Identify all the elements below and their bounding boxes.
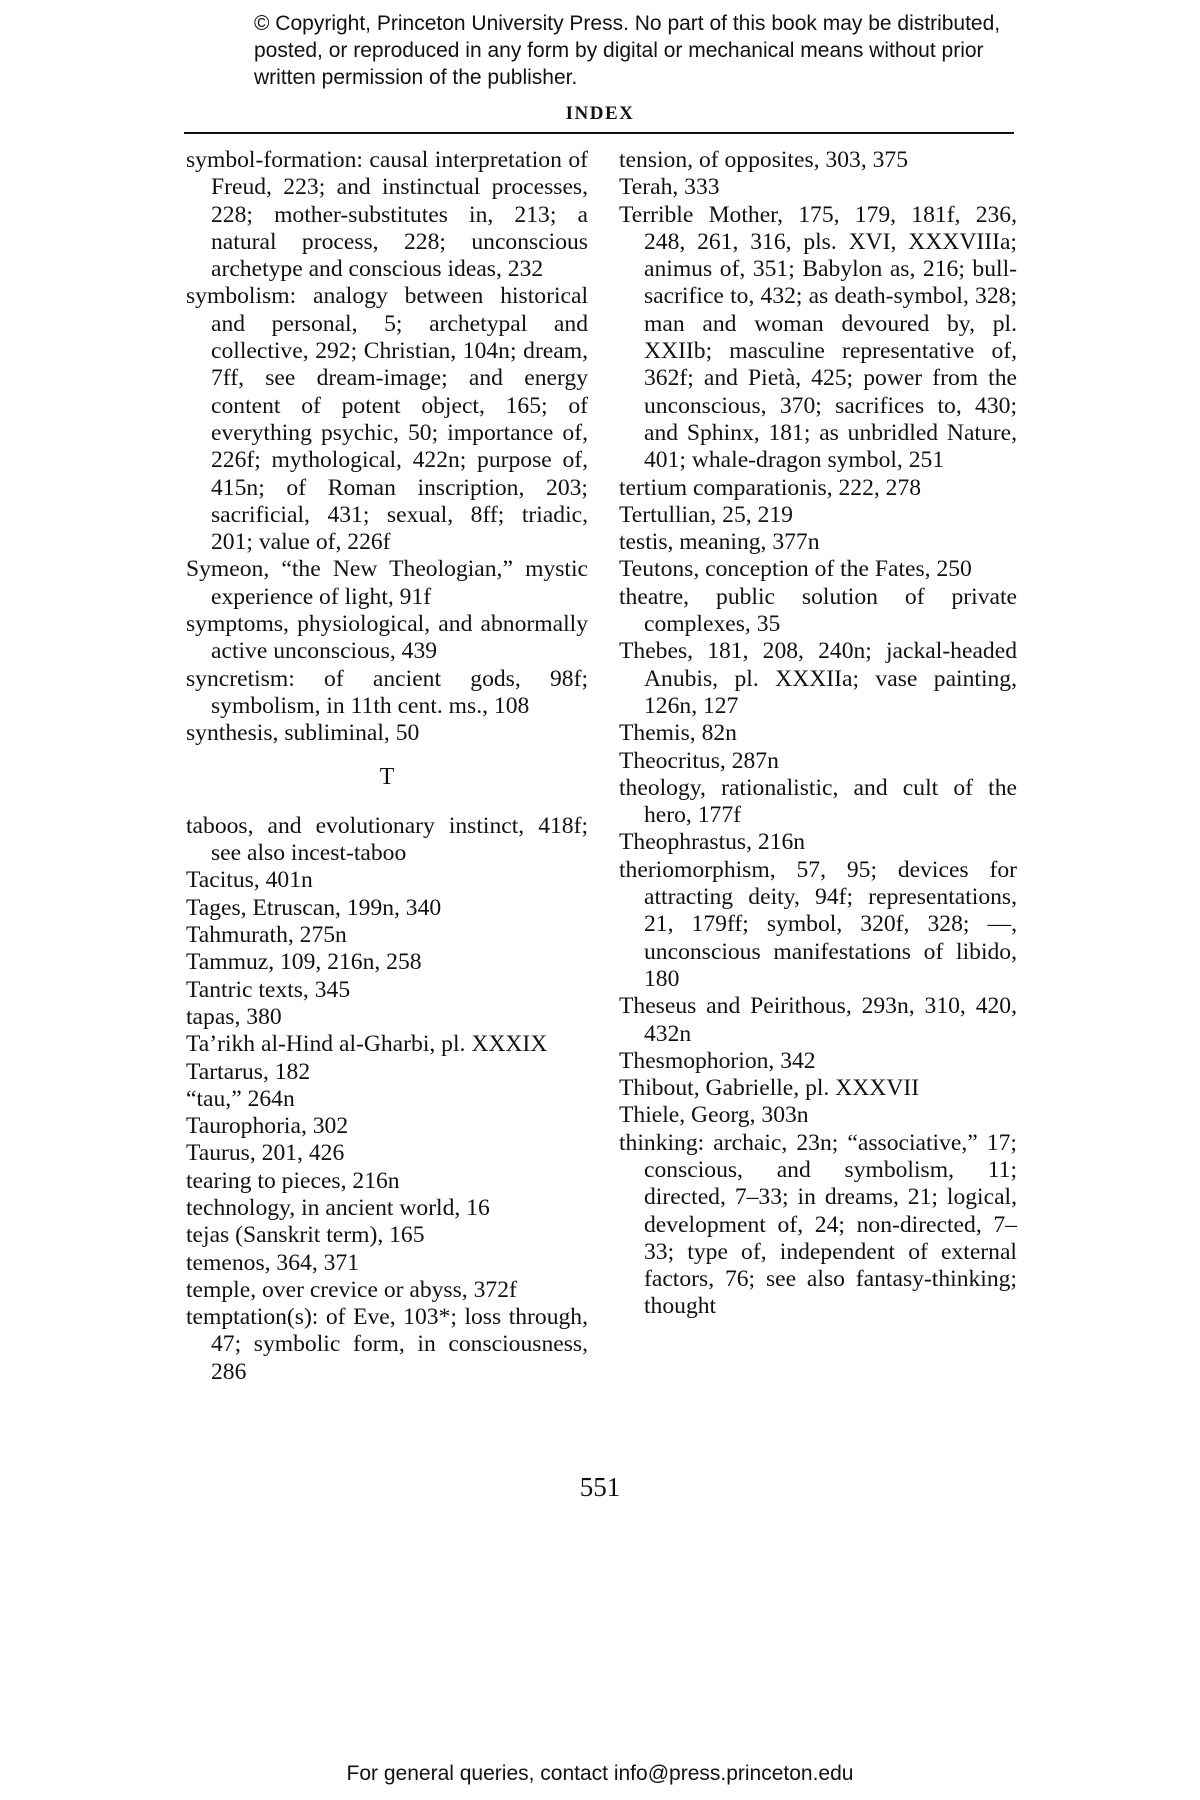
index-entry: tearing to pieces, 216n bbox=[186, 1167, 400, 1194]
right-column bbox=[619, 147, 1017, 1321]
index-group-s bbox=[186, 147, 588, 748]
index-entry: Tammuz, 109, 216n, 258 bbox=[186, 949, 422, 976]
index-entry: Thebes, 181, 208, 240n; jackal-headed Anubis, pl. XXXIIa; vase painting, 126n, 127 bbox=[619, 638, 1017, 719]
index-entry: Ta’rikh al-Hind al-Gharbi, pl. XXXIX bbox=[186, 1031, 548, 1058]
index-entry: Thiele, Georg, 303n bbox=[619, 1102, 809, 1129]
index-entry: temenos, 364, 371 bbox=[186, 1249, 360, 1276]
index-entry: Symeon, “the New Theologian,” mystic experience of light, 91f bbox=[186, 556, 588, 610]
index-entry: taboos, and evolutionary instinct, 418f; see also incest-taboo bbox=[186, 812, 588, 867]
index-entry: “tau,” 264n bbox=[186, 1085, 295, 1112]
index-entry: theatre, public solution of private complexes, 35 bbox=[619, 583, 1017, 638]
index-entry: Tertullian, 25, 219 bbox=[619, 501, 793, 528]
index-entry: thinking: archaic, 23n; “associative,” 17; conscious, and symbolism, 11; directed, 7–33; in dreams, 21; logical, development of, 24; non-directed, 7–33; type of, independent of external factors, 76; see also fantasy-thinking; thought bbox=[619, 1129, 1017, 1320]
index-group-t bbox=[186, 813, 588, 1386]
index-entry: synthesis, subliminal, 50 bbox=[186, 720, 420, 747]
index-entry: Tantric texts, 345 bbox=[186, 976, 351, 1003]
index-entry: Theocritus, 287n bbox=[619, 747, 779, 774]
page-number: 551 bbox=[579, 1472, 621, 1502]
copyright-notice: © Copyright, Princeton University Press. No part of this book may be distributed, posted, or reproduced in any form by digital or mechanical means without prior written permission of the publisher. bbox=[254, 12, 1001, 89]
index-entry: Tacitus, 401n bbox=[186, 867, 313, 894]
index-entry: tension, of opposites, 303, 375 bbox=[619, 147, 909, 173]
index-entry: theriomorphism, 57, 95; devices for attracting deity, 94f; representations, 21, 179ff; symbol, 320f, 328; —, unconscious manifestations of libido, 180 bbox=[619, 856, 1017, 992]
index-entry: symbolism: analogy between historical and personal, 5; archetypal and collective, 292; Christian, 104n; dream, 7ff, see dream-image; and energy content of potent object, 165; of everything psychic, 50; importance of, 226f; mythological, 422n; purpose of, 415n; of Roman inscription, 203; sacrificial, 431; sexual, 8ff; triadic, 201; value of, 226f bbox=[186, 283, 588, 556]
index-entry: Thesmophorion, 342 bbox=[619, 1047, 816, 1074]
index-entry: Teutons, conception of the Fates, 250 bbox=[619, 556, 972, 583]
left-column bbox=[186, 147, 588, 1386]
index-entry: Thibout, Gabrielle, pl. XXXVII bbox=[619, 1075, 920, 1102]
section-letter: T bbox=[379, 763, 395, 790]
index-entry: tertium comparationis, 222, 278 bbox=[619, 474, 922, 501]
index-entry: Tahmurath, 275n bbox=[186, 922, 347, 949]
index-entry: Themis, 82n bbox=[619, 720, 737, 747]
index-entry: syncretism: of ancient gods, 98f; symbolism, in 11th cent. ms., 108 bbox=[186, 665, 588, 719]
index-entry: symbol-formation: causal interpretation of Freud, 223; and instinctual processes, 228; mother-substitutes in, 213; a natural process, 228; unconscious archetype and conscious ideas, 232 bbox=[186, 147, 588, 283]
index-entry: temple, over crevice or abyss, 372f bbox=[186, 1276, 517, 1303]
index-entry: Theophrastus, 216n bbox=[619, 829, 806, 856]
index-entry: symptoms, physiological, and abnormally active unconscious, 439 bbox=[186, 611, 588, 665]
index-entry: Terrible Mother, 175, 179, 181f, 236, 248, 261, 316, pls. XVI, XXXVIIIa; animus of, 351; Babylon as, 216; bull-sacrifice to, 432; as death-symbol, 328; man and woman devoured by, pl. XXIIb; masculine representative of, 362f; and Pietà, 425; power from the unconscious, 370; sacrifices to, 430; and Sphinx, 181; as unbridled Nature, 401; whale-dragon symbol, 251 bbox=[619, 201, 1017, 474]
page-title: INDEX bbox=[565, 103, 635, 124]
index-entry: Taurophoria, 302 bbox=[186, 1113, 349, 1140]
index-entry: Terah, 333 bbox=[619, 174, 720, 201]
index-entry: tapas, 380 bbox=[186, 1003, 282, 1030]
index-entry: temptation(s): of Eve, 103*; loss through, 47; symbolic form, in consciousness, 286 bbox=[186, 1304, 588, 1385]
index-entry: technology, in ancient world, 16 bbox=[186, 1194, 490, 1221]
index-entry: theology, rationalistic, and cult of the hero, 177f bbox=[619, 774, 1017, 829]
footer-contact: For general queries, contact info@press.princeton.edu bbox=[346, 1762, 854, 1785]
index-entry: Theseus and Peirithous, 293n, 310, 420, 432n bbox=[619, 993, 1017, 1047]
index-entry: Taurus, 201, 426 bbox=[186, 1140, 345, 1167]
index-entry: Tartarus, 182 bbox=[186, 1058, 311, 1085]
index-entry: tejas (Sanskrit term), 165 bbox=[186, 1222, 425, 1249]
header-rule bbox=[184, 132, 1014, 134]
index-entry: Tages, Etruscan, 199n, 340 bbox=[186, 894, 442, 921]
index-entry: testis, meaning, 377n bbox=[619, 529, 820, 556]
